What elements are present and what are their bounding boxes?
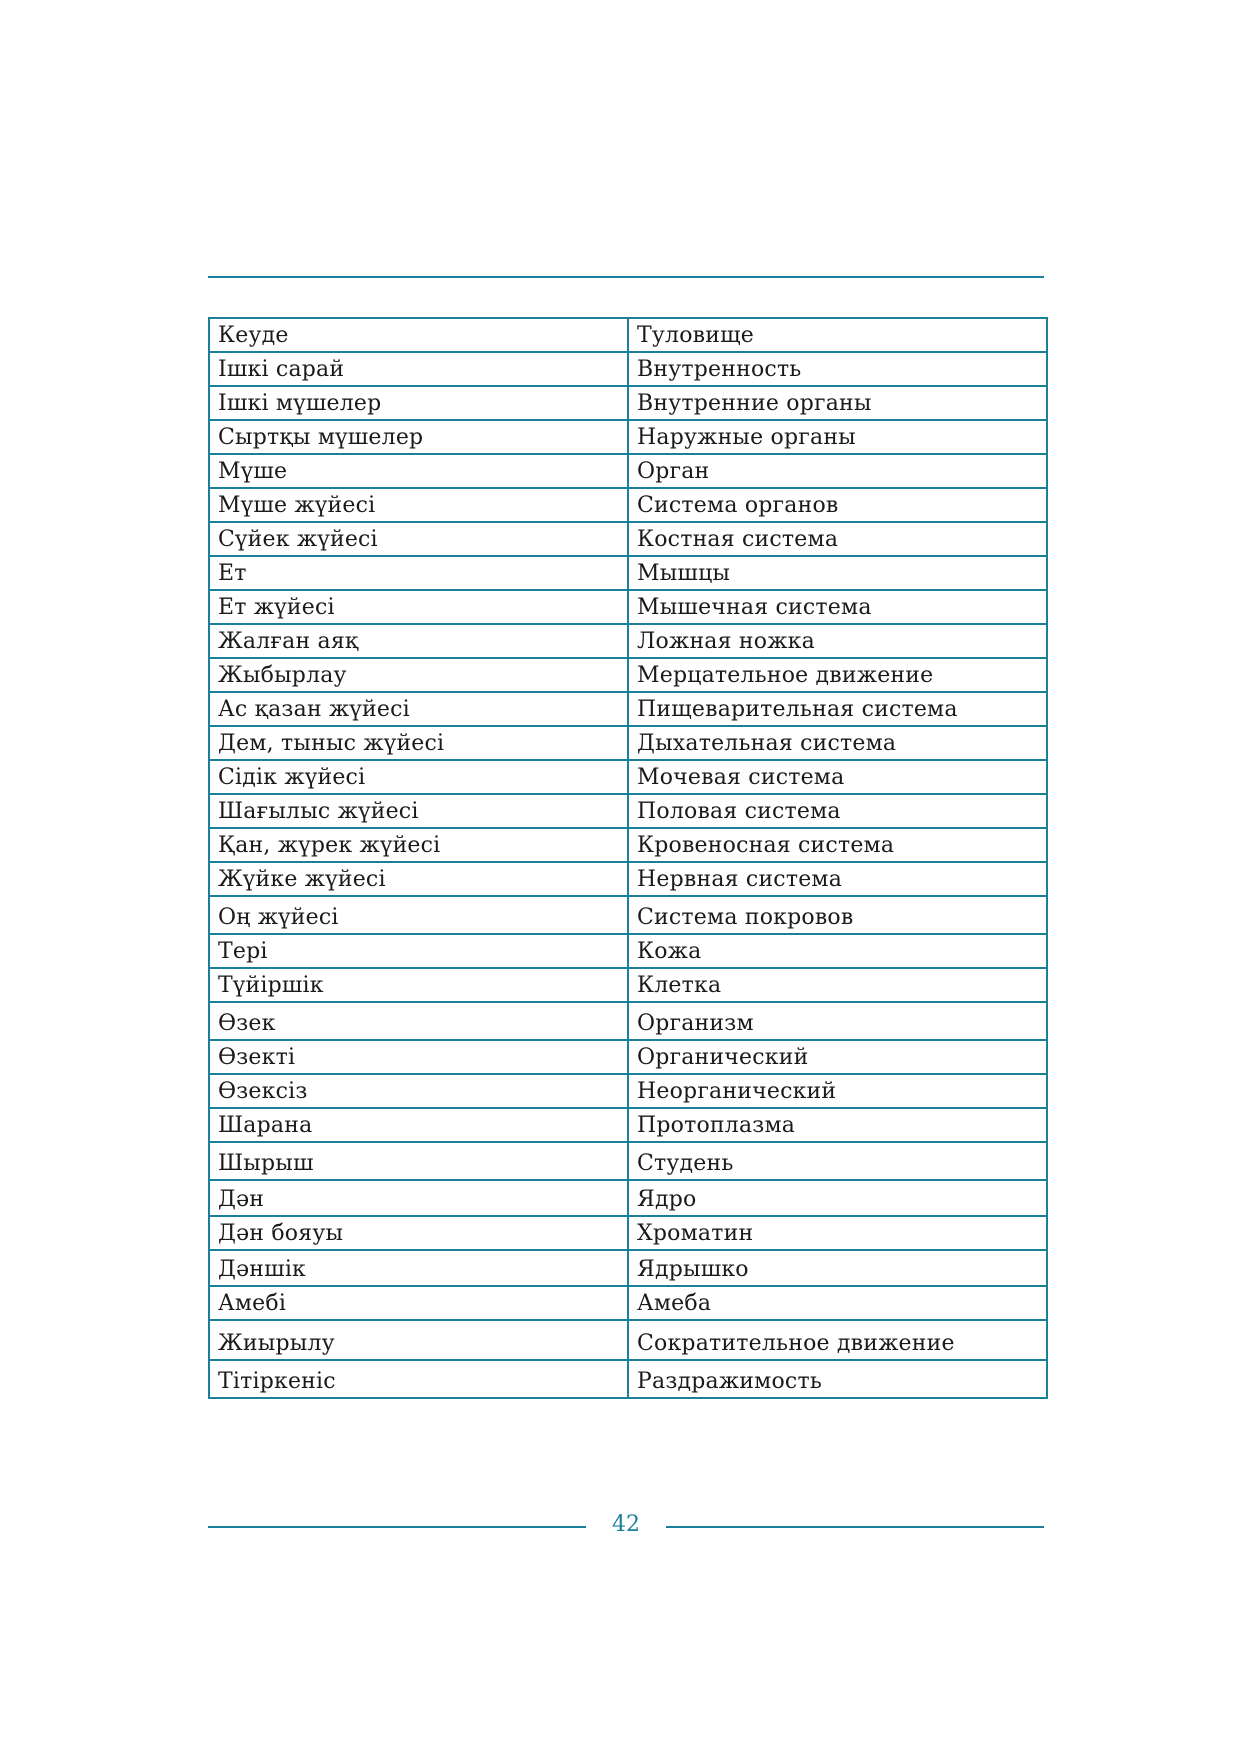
russian-term-cell: Раздражимость [628, 1360, 1047, 1398]
table-row [209, 624, 1047, 658]
table-row [209, 522, 1047, 556]
table-row [209, 1142, 1047, 1180]
kazakh-term-cell: Шырыш [209, 1142, 628, 1180]
table-row [209, 692, 1047, 726]
kazakh-term-cell: Дем, тыныс жүйесі [209, 726, 628, 760]
glossary-table [208, 317, 1048, 1399]
kazakh-term-cell: Ішкі сарай [209, 352, 628, 386]
russian-term-cell: Протоплазма [628, 1108, 1047, 1142]
kazakh-term-cell: Оң жүйесі [209, 896, 628, 934]
russian-term-cell: Ложная ножка [628, 624, 1047, 658]
table-row [209, 352, 1047, 386]
russian-term-cell: Мышечная система [628, 590, 1047, 624]
table-row [209, 386, 1047, 420]
page-footer [208, 1512, 1044, 1542]
table-row [209, 1286, 1047, 1320]
table-row [209, 1320, 1047, 1360]
footer-divider-right [666, 1526, 1044, 1528]
kazakh-term-cell: Дән бояуы [209, 1216, 628, 1250]
footer-divider-left [208, 1526, 586, 1528]
kazakh-term-cell: Мүше жүйесі [209, 488, 628, 522]
table-row [209, 556, 1047, 590]
top-divider [208, 276, 1044, 278]
kazakh-term-cell: Жалған аяқ [209, 624, 628, 658]
russian-term-cell: Ядрышко [628, 1250, 1047, 1286]
kazakh-term-cell: Жыбырлау [209, 658, 628, 692]
kazakh-term-cell: Дәншік [209, 1250, 628, 1286]
russian-term-cell: Кожа [628, 934, 1047, 968]
kazakh-term-cell: Ет жүйесі [209, 590, 628, 624]
russian-term-cell: Пищеварительная система [628, 692, 1047, 726]
russian-term-cell: Ядро [628, 1180, 1047, 1216]
russian-term-cell: Неорганический [628, 1074, 1047, 1108]
kazakh-term-cell: Өзек [209, 1002, 628, 1040]
russian-term-cell: Дыхательная система [628, 726, 1047, 760]
table-row [209, 726, 1047, 760]
kazakh-term-cell: Жүйке жүйесі [209, 862, 628, 896]
russian-term-cell: Амеба [628, 1286, 1047, 1320]
russian-term-cell: Туловище [628, 318, 1047, 352]
russian-term-cell: Внутренние органы [628, 386, 1047, 420]
russian-term-cell: Мочевая система [628, 760, 1047, 794]
table-row [209, 658, 1047, 692]
russian-term-cell: Нервная система [628, 862, 1047, 896]
table-row [209, 488, 1047, 522]
russian-term-cell: Половая система [628, 794, 1047, 828]
kazakh-term-cell: Мүше [209, 454, 628, 488]
table-row [209, 896, 1047, 934]
russian-term-cell: Организм [628, 1002, 1047, 1040]
table-row [209, 1074, 1047, 1108]
kazakh-term-cell: Дән [209, 1180, 628, 1216]
russian-term-cell: Система покровов [628, 896, 1047, 934]
table-row [209, 1250, 1047, 1286]
russian-term-cell: Орган [628, 454, 1047, 488]
table-row [209, 1360, 1047, 1398]
table-row [209, 794, 1047, 828]
table-row [209, 760, 1047, 794]
table-row [209, 1216, 1047, 1250]
kazakh-term-cell: Жиырылу [209, 1320, 628, 1360]
table-row [209, 454, 1047, 488]
kazakh-term-cell: Сідік жүйесі [209, 760, 628, 794]
page-number: 42 [612, 1512, 640, 1537]
table-row [209, 862, 1047, 896]
kazakh-term-cell: Шағылыс жүйесі [209, 794, 628, 828]
table-row [209, 420, 1047, 454]
kazakh-term-cell: Өзексіз [209, 1074, 628, 1108]
russian-term-cell: Клетка [628, 968, 1047, 1002]
kazakh-term-cell: Тері [209, 934, 628, 968]
russian-term-cell: Наружные органы [628, 420, 1047, 454]
kazakh-term-cell: Ет [209, 556, 628, 590]
russian-term-cell: Студень [628, 1142, 1047, 1180]
russian-term-cell: Сократительное движение [628, 1320, 1047, 1360]
russian-term-cell: Мышцы [628, 556, 1047, 590]
kazakh-term-cell: Өзекті [209, 1040, 628, 1074]
glossary-body [209, 318, 1047, 1398]
kazakh-term-cell: Тітіркеніс [209, 1360, 628, 1398]
table-row [209, 934, 1047, 968]
kazakh-term-cell: Амебі [209, 1286, 628, 1320]
russian-term-cell: Костная система [628, 522, 1047, 556]
table-row [209, 1180, 1047, 1216]
russian-term-cell: Хроматин [628, 1216, 1047, 1250]
kazakh-term-cell: Ішкі мүшелер [209, 386, 628, 420]
russian-term-cell: Система органов [628, 488, 1047, 522]
table-row [209, 590, 1047, 624]
kazakh-term-cell: Қан, жүрек жүйесі [209, 828, 628, 862]
kazakh-term-cell: Сыртқы мүшелер [209, 420, 628, 454]
table-row [209, 318, 1047, 352]
kazakh-term-cell: Түйіршік [209, 968, 628, 1002]
russian-term-cell: Внутренность [628, 352, 1047, 386]
table-row [209, 828, 1047, 862]
kazakh-term-cell: Кеуде [209, 318, 628, 352]
kazakh-term-cell: Сүйек жүйесі [209, 522, 628, 556]
russian-term-cell: Кровеносная система [628, 828, 1047, 862]
table-row [209, 1040, 1047, 1074]
kazakh-term-cell: Ас қазан жүйесі [209, 692, 628, 726]
kazakh-term-cell: Шарана [209, 1108, 628, 1142]
russian-term-cell: Органический [628, 1040, 1047, 1074]
table-row [209, 968, 1047, 1002]
table-row [209, 1002, 1047, 1040]
russian-term-cell: Мерцательное движение [628, 658, 1047, 692]
table-row [209, 1108, 1047, 1142]
